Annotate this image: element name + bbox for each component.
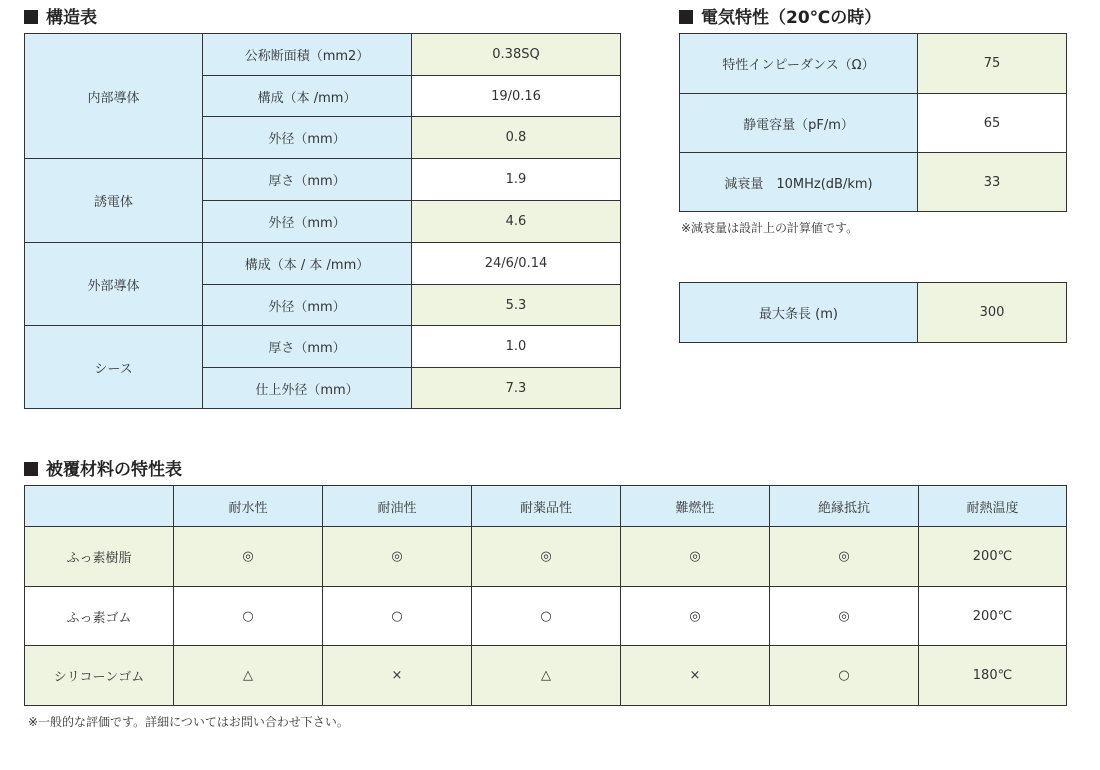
rating-cell: ◎ [621, 527, 770, 587]
row-value: 300 [918, 283, 1067, 343]
max-length-table [679, 282, 1067, 343]
material-name: シリコーンゴム [25, 646, 174, 706]
rating-cell: ○ [770, 646, 919, 706]
row-value: 1.0 [412, 326, 621, 368]
table-row [680, 34, 1067, 94]
heat-temp-cell: 200℃ [919, 527, 1067, 587]
group-cell: 誘電体 [25, 159, 203, 243]
header-cell [25, 486, 174, 527]
group-cell: シース [25, 326, 203, 409]
row-value: 5.3 [412, 285, 621, 326]
rating-cell: △ [472, 646, 621, 706]
rating-cell: × [323, 646, 472, 706]
row-value: 65 [918, 94, 1067, 153]
group-cell: 外部導体 [25, 243, 203, 326]
heat-temp-cell: 180℃ [919, 646, 1067, 706]
table-row [25, 159, 621, 201]
group-cell: 内部導体 [25, 34, 203, 159]
rating-cell: × [621, 646, 770, 706]
heat-temp-cell: 200℃ [919, 587, 1067, 646]
materials-section-title [24, 460, 182, 480]
table-row [25, 527, 1067, 587]
row-label: 構成（本 /mm） [203, 76, 412, 117]
row-value: 7.3 [412, 368, 621, 409]
rating-cell: ◎ [323, 527, 472, 587]
structure-title-text: 構造表 [46, 8, 97, 28]
row-label: 外径（mm） [203, 201, 412, 243]
row-value: 4.6 [412, 201, 621, 243]
table-row [25, 243, 621, 285]
row-label: 静電容量（pF/m） [680, 94, 918, 153]
structure-table [24, 33, 621, 409]
materials-title-text: 被覆材料の特性表 [46, 460, 182, 480]
rating-cell: ◎ [472, 527, 621, 587]
header-cell: 耐油性 [323, 486, 472, 527]
structure-section-title [24, 8, 97, 28]
header-cell: 難燃性 [621, 486, 770, 527]
header-cell: 絶縁抵抗 [770, 486, 919, 527]
row-label: 外径（mm） [203, 285, 412, 326]
table-row [25, 646, 1067, 706]
row-value: 75 [918, 34, 1067, 94]
row-label: 仕上外径（mm） [203, 368, 412, 409]
row-label: 厚さ（mm） [203, 326, 412, 368]
row-label: 減衰量 10MHz(dB/km) [680, 153, 918, 212]
electrical-section-title [679, 8, 881, 28]
black-square-icon [24, 462, 38, 476]
header-cell: 耐薬品性 [472, 486, 621, 527]
rating-cell: ○ [174, 587, 323, 646]
rating-cell: ◎ [174, 527, 323, 587]
rating-cell: ◎ [621, 587, 770, 646]
row-value: 0.38SQ [412, 34, 621, 76]
table-row [680, 153, 1067, 212]
header-cell: 耐水性 [174, 486, 323, 527]
rating-cell: ◎ [770, 527, 919, 587]
materials-table [24, 485, 1067, 706]
row-value: 24/6/0.14 [412, 243, 621, 285]
table-row [25, 34, 621, 76]
rating-cell: ○ [472, 587, 621, 646]
rating-cell: ○ [323, 587, 472, 646]
electrical-table [679, 33, 1067, 212]
materials-note: ※一般的な評価です。詳細についてはお問い合わせ下さい。 [28, 715, 349, 729]
row-value: 33 [918, 153, 1067, 212]
electrical-note: ※減衰量は設計上の計算値です。 [681, 221, 859, 235]
electrical-title-text: 電気特性（20℃の時） [701, 8, 882, 28]
row-label: 厚さ（mm） [203, 159, 412, 201]
material-name: ふっ素樹脂 [25, 527, 174, 587]
row-label: 公称断面積（mm2） [203, 34, 412, 76]
black-square-icon [679, 10, 693, 24]
table-row [25, 326, 621, 368]
black-square-icon [24, 10, 38, 24]
row-label: 最大条長 (m) [680, 283, 918, 343]
row-label: 特性インピーダンス（Ω） [680, 34, 918, 94]
table-row [680, 283, 1067, 343]
header-cell: 耐熱温度 [919, 486, 1067, 527]
row-value: 1.9 [412, 159, 621, 201]
header-row [25, 486, 1067, 527]
table-row [25, 587, 1067, 646]
material-name: ふっ素ゴム [25, 587, 174, 646]
row-value: 19/0.16 [412, 76, 621, 117]
row-value: 0.8 [412, 117, 621, 159]
table-row [680, 94, 1067, 153]
row-label: 構成（本 / 本 /mm） [203, 243, 412, 285]
rating-cell: ◎ [770, 587, 919, 646]
rating-cell: △ [174, 646, 323, 706]
row-label: 外径（mm） [203, 117, 412, 159]
